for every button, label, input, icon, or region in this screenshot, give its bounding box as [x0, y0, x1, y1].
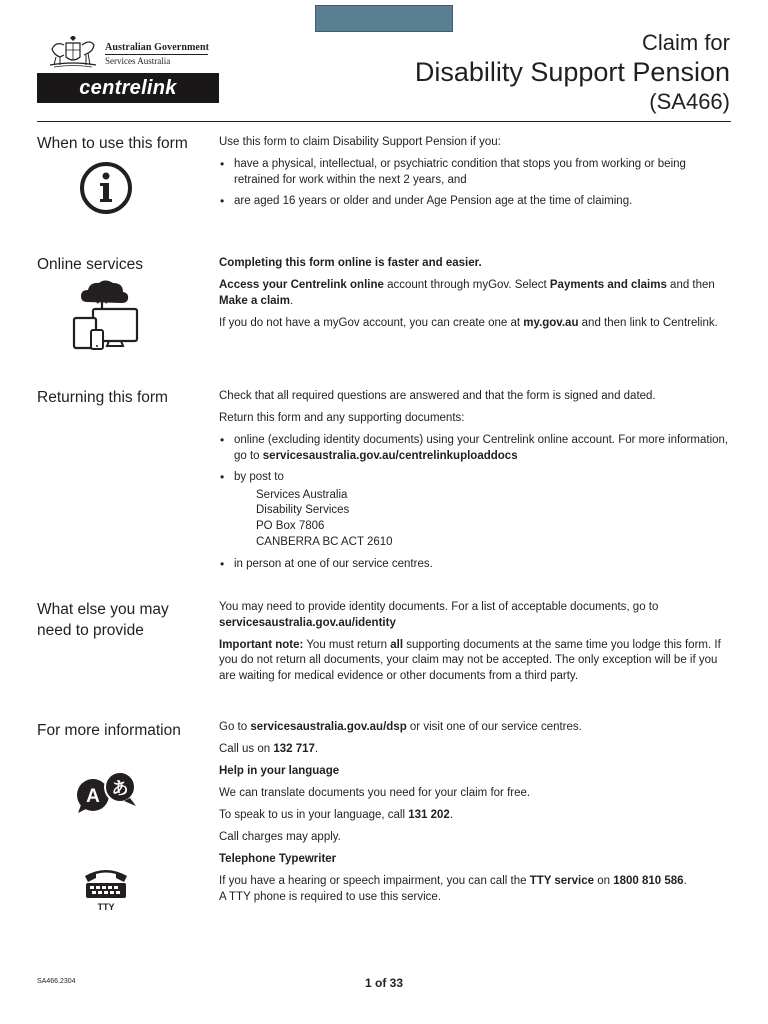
whatelse-p2: Important note: You must return all supporting documents at the same time you lodge this form. If you do not return all documents, your claim may not be accepted. The only exception will be if you are waiting for medical evidence or other documents from a third party.: [219, 638, 721, 682]
moreinfo-p1: Go to servicesaustralia.gov.au/dsp or visit one of our service centres.: [219, 721, 582, 733]
dsp-link[interactable]: servicesaustralia.gov.au/dsp: [250, 721, 407, 733]
title-line1: Claim for: [641, 30, 730, 55]
whatelse-body: [219, 600, 731, 691]
when-bullet-2: • are aged 16 years or older and under Age Pension age at the time of claiming.: [219, 194, 731, 210]
tty-icon: [82, 866, 130, 912]
info-icon: [79, 161, 133, 215]
lang-p1: We can translate documents you need for your claim for free.: [219, 787, 531, 799]
government-rule: [105, 54, 208, 55]
phone-number[interactable]: 132 717: [273, 743, 315, 755]
lang-heading: Help in your language: [219, 765, 340, 777]
when-bullet-1: • have a physical, intellectual, or psychiatric condition that stops you from working or being retrained for work within the next 2 years, and: [219, 157, 731, 188]
returning-p1: Check that all required questions are answered and that the form is signed and dated.: [219, 390, 656, 402]
coat-of-arms-icon: [46, 35, 100, 69]
online-p2: Access your Centrelink online account through myGov. Select Payments and claims and then Make a claim.: [219, 279, 715, 307]
header-rule: [37, 121, 731, 122]
online-p3: If you do not have a myGov account, you can create one at my.gov.au and then link to Centrelink.: [219, 316, 718, 329]
tty-label: TTY: [97, 902, 115, 912]
title-line2: Disability Support Pension: [414, 57, 730, 87]
centrelink-logo: [37, 73, 219, 103]
language-icon: [74, 770, 138, 814]
online-lead: Completing this form online is faster and easier.: [219, 257, 482, 269]
tty-phone-number[interactable]: 1800 810 586: [613, 875, 684, 887]
postal-address: Services Australia Disability Services PO Box 7806 CANBERRA BC ACT 2610: [256, 488, 393, 548]
tty-heading: Telephone Typewriter: [219, 853, 337, 865]
lang-glyph-a: A: [86, 786, 100, 807]
returning-heading: Returning this form: [37, 389, 168, 406]
when-heading: When to use this form: [37, 135, 188, 152]
devices-cloud-icon: [71, 278, 141, 350]
returning-bullet-person: • in person at one of our service centres.: [219, 557, 731, 573]
moreinfo-heading: For more information: [37, 722, 181, 739]
whatelse-heading: What else you may need to provide: [37, 601, 169, 639]
agency-name: Services Australia: [105, 56, 171, 66]
lang-glyph-b: あ: [111, 779, 129, 799]
moreinfo-p2: Call us on 132 717.: [219, 743, 319, 755]
returning-bullet-online: • online (excluding identity documents) using your Centrelink online account. For more information, go to servicesaustralia.gov.au/centrelinkuploaddocs: [219, 433, 731, 464]
tty-p2: A TTY phone is required to use this service.: [219, 890, 442, 903]
returning-body: [219, 389, 731, 578]
brand-text: centrelink: [79, 76, 177, 99]
when-body: [219, 135, 731, 216]
government-name: Australian Government: [105, 42, 210, 53]
online-body: [219, 256, 731, 338]
form-code: (SA466): [649, 89, 730, 114]
page-number: 1 of 33: [364, 976, 403, 990]
identity-link[interactable]: servicesaustralia.gov.au/identity: [219, 616, 396, 629]
footer-form-code: SA466.2304: [37, 978, 76, 985]
moreinfo-body: [219, 720, 731, 912]
upload-docs-link[interactable]: servicesaustralia.gov.au/centrelinkuploaddocs: [262, 449, 518, 462]
returning-p2: Return this form and any supporting documents:: [219, 412, 465, 424]
when-intro: Use this form to claim Disability Support Pension if you:: [219, 136, 501, 148]
tty-p1: If you have a hearing or speech impairment, you can call the TTY service on 1800 810 586.: [219, 875, 687, 887]
lang-p2: To speak to us in your language, call 131 202.: [219, 809, 454, 821]
lang-phone-number[interactable]: 131 202: [408, 809, 450, 821]
online-heading: Online services: [37, 256, 143, 273]
header-tab-box: [315, 5, 453, 32]
lang-p3: Call charges may apply.: [219, 831, 341, 843]
returning-bullet-post: • by post to Services Australia Disability Services PO Box 7806 CANBERRA BC ACT 2610: [219, 470, 731, 551]
mygov-link[interactable]: my.gov.au: [523, 316, 579, 329]
whatelse-p1: You may need to provide identity documents. For a list of acceptable documents, go to servicesaustralia.gov.au/identity: [219, 601, 659, 629]
